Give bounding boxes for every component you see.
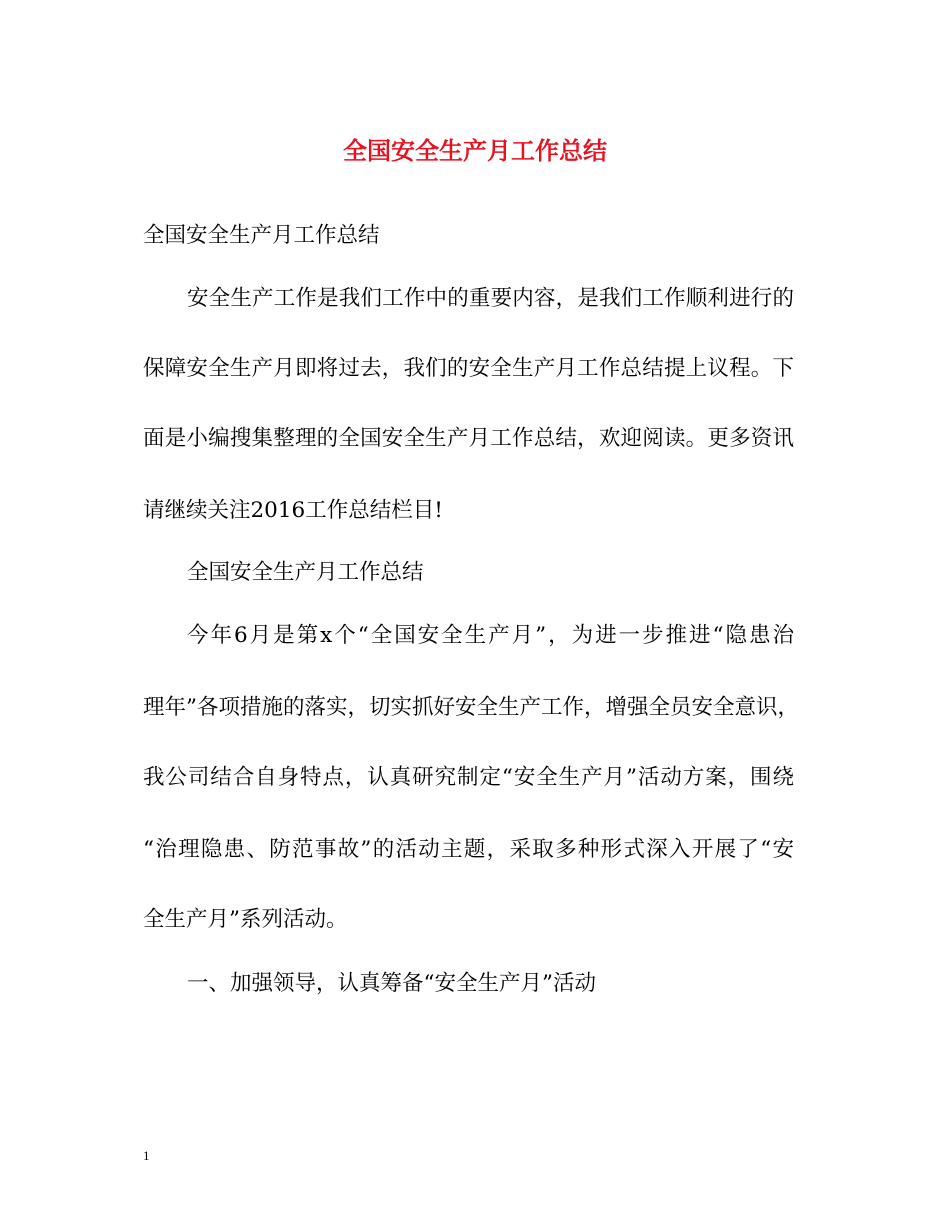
body-line-5: 全生产月”系列活动。: [143, 907, 348, 932]
intro-line-4: 请继续关注2016工作总结栏目!: [143, 498, 443, 523]
intro-line-3: 面是小编搜集整理的全国安全生产月工作总结，欢迎阅读。更多资讯: [143, 426, 794, 451]
intro-line-1: 安全生产工作是我们工作中的重要内容，是我们工作顺利进行的: [187, 286, 794, 311]
intro-line-2: 保障安全生产月即将过去，我们的安全生产月工作总结提上议程。下: [143, 356, 794, 381]
body-line-4: “治理隐患、防范事故”的活动主题，采取多种形式深入开展了“安: [143, 837, 794, 862]
subheading: 全国安全生产月工作总结: [143, 223, 380, 248]
point-heading: 一、加强领导，认真筹备“安全生产月”活动: [187, 971, 596, 996]
document-title: 全国安全生产月工作总结: [343, 136, 607, 165]
body-line-1: 今年6月是第x个“全国安全生产月”，为进一步推进“隐患治: [187, 623, 794, 648]
section-heading: 全国安全生产月工作总结: [187, 560, 424, 585]
body-line-2: 理年”各项措施的落实，切实抓好安全生产工作，增强全员安全意识，: [143, 695, 799, 720]
page-number: 1: [143, 1148, 150, 1163]
body-line-3: 我公司结合自身特点，认真研究制定“安全生产月”活动方案，围绕: [143, 765, 794, 790]
